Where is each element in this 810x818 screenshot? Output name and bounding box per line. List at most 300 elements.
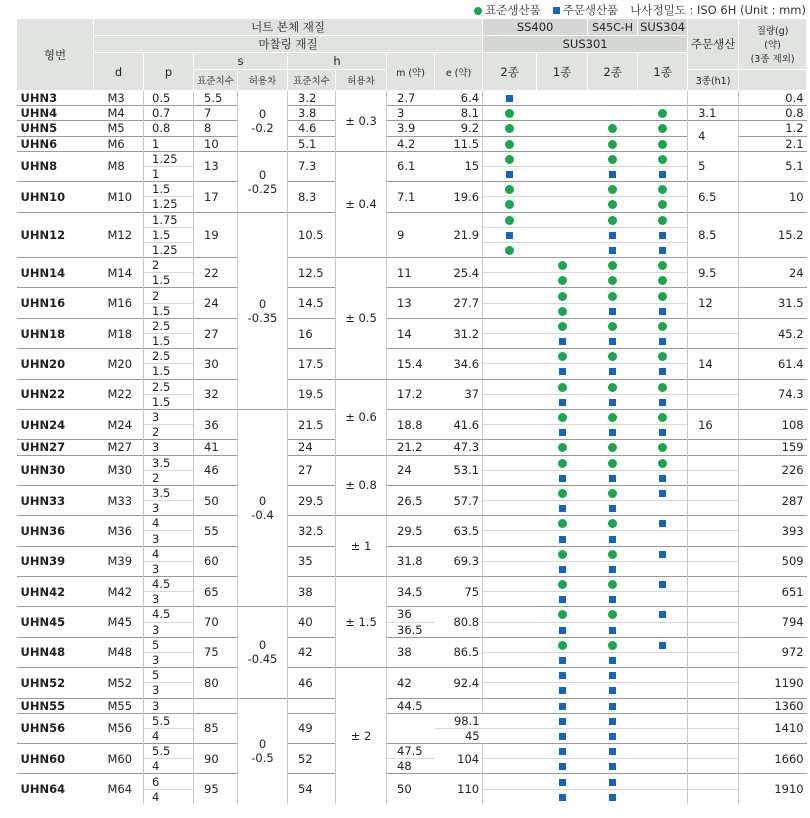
h-std-cell: 54 xyxy=(288,774,336,804)
table-row xyxy=(17,288,807,303)
s45c-class2-mark xyxy=(588,440,638,455)
thread-cell: M14 xyxy=(94,258,144,288)
s-std-cell: 7 xyxy=(194,106,238,121)
ss400-class2-mark xyxy=(483,182,537,197)
pitch-cell: 3 xyxy=(144,683,194,698)
pitch-cell: 0.7 xyxy=(144,106,194,121)
s-tol-cell xyxy=(238,212,288,409)
ss400-class1-mark xyxy=(537,212,588,227)
s-tol-cell xyxy=(238,607,288,698)
standard-product-dot-icon xyxy=(505,216,514,225)
s-std-cell: 32 xyxy=(194,379,238,409)
sus304-class1-mark xyxy=(638,607,688,622)
m-cell: 13 xyxy=(387,288,435,318)
standard-product-dot-icon xyxy=(558,276,567,285)
s-std-cell: 95 xyxy=(194,774,238,804)
sus304-class1-mark xyxy=(638,652,688,667)
table-row xyxy=(17,637,807,652)
s45c-class2-mark xyxy=(588,759,638,774)
class3-cell xyxy=(688,577,739,592)
mass-cell: 0.8 xyxy=(739,106,807,121)
col-ss400-class1: 1종 xyxy=(537,53,588,91)
standard-product-dot-icon xyxy=(658,155,667,164)
mass-cell: 45.2 xyxy=(739,318,807,348)
table-row xyxy=(17,713,807,728)
s-std-cell: 80 xyxy=(194,668,238,698)
ss400-class1-mark xyxy=(537,501,588,516)
order-product-square-icon xyxy=(609,763,616,770)
s45c-class2-mark xyxy=(588,242,638,257)
s45c-class2-mark xyxy=(588,501,638,516)
s-tol-line: -0.25 xyxy=(247,181,278,196)
s-std-cell xyxy=(194,698,238,713)
order-product-square-icon xyxy=(609,566,616,573)
h-std-cell: 12.5 xyxy=(288,258,336,288)
s45c-class2-mark xyxy=(588,334,638,349)
m-cell: 31.8 xyxy=(387,546,435,576)
ss400-class1-mark xyxy=(537,592,588,607)
ss400-class2-mark xyxy=(483,637,537,652)
pitch-cell: 3.5 xyxy=(144,485,194,500)
h-tol-cell: ± 0.6 xyxy=(336,379,387,455)
ss400-class1-mark xyxy=(537,364,588,379)
ss400-class2-mark xyxy=(483,592,537,607)
class3-cell xyxy=(688,546,739,561)
model-cell: UHN3 xyxy=(17,91,94,106)
class3-cell: 14 xyxy=(688,349,739,379)
s-std-cell: 65 xyxy=(194,577,238,607)
s-std-cell: 75 xyxy=(194,637,238,667)
standard-product-dot-icon xyxy=(608,261,617,270)
table-row xyxy=(17,668,807,683)
ss400-class1-mark xyxy=(537,273,588,288)
ss400-class2-mark xyxy=(483,166,537,181)
ss400-class2-mark xyxy=(483,379,537,394)
s-tol-line: 0 xyxy=(258,106,267,121)
pitch-cell: 4 xyxy=(144,759,194,774)
order-product-square-icon xyxy=(559,475,566,482)
ss400-class1-mark xyxy=(537,182,588,197)
h-std-cell: 7.3 xyxy=(288,151,336,181)
mass-cell: 287 xyxy=(739,485,807,515)
standard-product-dot-icon xyxy=(608,550,617,559)
ss400-class1-mark xyxy=(537,136,588,151)
sus304-class1-mark xyxy=(638,349,688,364)
ss400-class2-mark xyxy=(483,728,537,743)
ss400-class2-mark xyxy=(483,242,537,257)
table-row xyxy=(17,182,807,197)
h-tol-cell: ± 0.5 xyxy=(336,258,387,380)
standard-product-dot-icon xyxy=(658,185,667,194)
standard-product-dot-icon xyxy=(608,200,617,209)
order-product-square-icon xyxy=(659,551,666,558)
sus304-class1-mark xyxy=(638,577,688,592)
m-cell: 26.5 xyxy=(387,485,435,515)
order-product-square-icon xyxy=(609,794,616,801)
s-std-cell: 50 xyxy=(194,485,238,515)
mass-cell: 1910 xyxy=(739,774,807,804)
s-tol-cell xyxy=(238,409,288,606)
s45c-class2-mark xyxy=(588,516,638,531)
thread-cell: M12 xyxy=(94,212,144,258)
model-cell: UHN55 xyxy=(17,698,94,713)
pitch-cell: 1 xyxy=(144,136,194,151)
m-cell: 29.5 xyxy=(387,516,435,546)
ss400-class1-mark xyxy=(537,394,588,409)
standard-product-dot-icon xyxy=(608,292,617,301)
table-row xyxy=(17,258,807,273)
order-product-square-icon xyxy=(609,733,616,740)
e-cell: 80.8 xyxy=(435,607,483,637)
pitch-cell: 4 xyxy=(144,516,194,531)
ss400-class1-mark xyxy=(537,227,588,242)
sus304-class1-mark xyxy=(638,425,688,440)
class3-cell xyxy=(688,394,739,409)
s-std-cell: 19 xyxy=(194,212,238,258)
standard-product-dot-icon xyxy=(558,489,567,498)
mass-cell: 15.2 xyxy=(739,212,807,258)
s-tol-line: 0 xyxy=(258,296,267,311)
model-cell: UHN12 xyxy=(17,212,94,258)
col-s45c-class2: 2종 xyxy=(588,53,638,91)
ss400-class2-mark xyxy=(483,288,537,303)
s45c-class2-mark xyxy=(588,744,638,759)
standard-product-dot-icon xyxy=(505,200,514,209)
table-row xyxy=(17,485,807,500)
ss400-class1-mark xyxy=(537,759,588,774)
sus304-class1-mark xyxy=(638,728,688,743)
col-model: 형번 xyxy=(17,19,94,91)
ss400-class1-mark xyxy=(537,197,588,212)
s45c-class2-mark xyxy=(588,227,638,242)
ss400-class2-mark xyxy=(483,91,537,106)
h-std-cell: 8.3 xyxy=(288,182,336,212)
s45c-class2-mark xyxy=(588,318,638,333)
ss400-class1-mark xyxy=(537,546,588,561)
ss400-class1-mark xyxy=(537,607,588,622)
s45c-class2-mark xyxy=(588,425,638,440)
standard-product-dot-icon xyxy=(558,383,567,392)
ss400-class2-mark xyxy=(483,713,537,728)
s45c-class2-mark xyxy=(588,713,638,728)
class3-cell xyxy=(688,774,739,789)
ss400-class2-mark xyxy=(483,273,537,288)
order-product-square-icon xyxy=(559,733,566,740)
order-product-square-icon xyxy=(609,672,616,679)
s45c-class2-mark xyxy=(588,637,638,652)
sus304-class1-mark xyxy=(638,485,688,500)
order-product-square-icon xyxy=(559,566,566,573)
mass-sub1: (약) xyxy=(764,40,781,51)
table-row xyxy=(17,774,807,789)
ss400-class1-mark xyxy=(537,698,588,713)
e-cell: 34.6 xyxy=(435,349,483,379)
sus304-class1-mark xyxy=(638,136,688,151)
sus304-class1-mark xyxy=(638,334,688,349)
h-std-cell: 49 xyxy=(288,713,336,743)
h-std-cell: 16 xyxy=(288,318,336,348)
class3-cell xyxy=(688,728,739,743)
sus304-class1-mark xyxy=(638,440,688,455)
pitch-cell: 4 xyxy=(144,728,194,743)
order-product-square-icon xyxy=(559,338,566,345)
table-row xyxy=(17,546,807,561)
ss400-class2-mark xyxy=(483,394,537,409)
thread-cell: M42 xyxy=(94,577,144,607)
order-product-square-icon xyxy=(559,794,566,801)
standard-product-dot-icon xyxy=(505,155,514,164)
ss400-class1-mark xyxy=(537,455,588,470)
pitch-cell: 5 xyxy=(144,637,194,652)
ss400-class2-mark xyxy=(483,212,537,227)
ss400-class1-mark xyxy=(537,334,588,349)
thread-cell: M20 xyxy=(94,349,144,379)
standard-product-dot-icon xyxy=(658,352,667,361)
e-cell: 69.3 xyxy=(435,546,483,576)
pitch-cell: 3 xyxy=(144,622,194,637)
standard-product-dot-icon xyxy=(608,641,617,650)
s-std-cell: 30 xyxy=(194,349,238,379)
m-cell: 3.9 xyxy=(387,121,435,136)
order-product-square-icon xyxy=(659,581,666,588)
order-product-square-icon xyxy=(659,611,666,618)
s45c-class2-mark xyxy=(588,683,638,698)
h-std-cell: 24 xyxy=(288,440,336,455)
pitch-cell: 2.5 xyxy=(144,379,194,394)
sus304-class1-mark xyxy=(638,197,688,212)
pitch-cell: 2.5 xyxy=(144,349,194,364)
col-s-std: 표준치수 xyxy=(194,70,238,91)
h-std-cell: 27 xyxy=(288,455,336,485)
pitch-cell: 3 xyxy=(144,531,194,546)
e-cell: 15 xyxy=(435,151,483,181)
ss400-class2-mark xyxy=(483,318,537,333)
e-cell: 8.1 xyxy=(435,106,483,121)
col-h-std: 표준치수 xyxy=(288,70,336,91)
ss400-class2-mark xyxy=(483,106,537,121)
legend-precision: 나사정밀도 : ISO 6H (Unit : mm) xyxy=(630,3,806,17)
pitch-cell: 4.5 xyxy=(144,607,194,622)
pitch-cell: 1.25 xyxy=(144,242,194,257)
standard-product-dot-icon xyxy=(558,292,567,301)
col-ss400-class2: 2종 xyxy=(483,53,537,91)
pitch-cell: 3 xyxy=(144,592,194,607)
order-product-square-icon xyxy=(559,536,566,543)
m-cell: 17.2 xyxy=(387,379,435,409)
mass-cell: 226 xyxy=(739,455,807,485)
thread-cell: M24 xyxy=(94,409,144,439)
order-product-square-icon xyxy=(609,171,616,178)
legend xyxy=(0,2,806,18)
s45c-class2-mark xyxy=(588,288,638,303)
sus304-class1-mark xyxy=(638,303,688,318)
table-row xyxy=(17,106,807,121)
model-cell: UHN8 xyxy=(17,151,94,181)
ss400-class2-mark xyxy=(483,561,537,576)
pitch-cell: 1.5 xyxy=(144,303,194,318)
order-product-square-icon xyxy=(506,171,513,178)
class3-cell xyxy=(688,713,739,728)
ss400-class2-mark xyxy=(483,440,537,455)
pitch-cell: 4 xyxy=(144,546,194,561)
thread-cell: M8 xyxy=(94,151,144,181)
e-cell: 63.5 xyxy=(435,516,483,546)
ss400-class2-mark xyxy=(483,136,537,151)
order-product-square-icon xyxy=(659,520,666,527)
standard-product-dot-icon xyxy=(558,550,567,559)
model-cell: UHN14 xyxy=(17,258,94,288)
pitch-cell: 2.5 xyxy=(144,318,194,333)
sus304-class1-mark xyxy=(638,151,688,166)
h-std-cell: 3.2 xyxy=(288,91,336,106)
order-square-icon xyxy=(553,7,560,14)
ss400-class1-mark xyxy=(537,318,588,333)
s45c-class2-mark xyxy=(588,394,638,409)
thread-cell: M6 xyxy=(94,136,144,151)
mass-cell: 61.4 xyxy=(739,349,807,379)
ss400-class2-mark xyxy=(483,577,537,592)
standard-product-dot-icon xyxy=(558,261,567,270)
pitch-cell: 3 xyxy=(144,652,194,667)
m-cell: 9 xyxy=(387,212,435,258)
sus304-class1-mark xyxy=(638,91,688,106)
class3-cell xyxy=(688,91,739,106)
e-cell: 104 xyxy=(435,744,483,774)
s45c-class2-mark xyxy=(588,652,638,667)
standard-product-dot-icon xyxy=(658,109,667,118)
col-s-tol: 허용차 xyxy=(238,70,288,91)
order-product-square-icon xyxy=(659,308,666,315)
model-cell: UHN24 xyxy=(17,409,94,439)
standard-product-dot-icon xyxy=(658,276,667,285)
order-product-square-icon xyxy=(609,247,616,254)
class3-cell xyxy=(688,759,739,774)
mass-cell: 108 xyxy=(739,409,807,439)
s45c-class2-mark xyxy=(588,561,638,576)
model-cell: UHN4 xyxy=(17,106,94,121)
ss400-class2-mark xyxy=(483,607,537,622)
s-std-cell: 10 xyxy=(194,136,238,151)
class3-cell xyxy=(688,652,739,667)
s-tol-line: -0.2 xyxy=(251,120,274,135)
model-cell: UHN5 xyxy=(17,121,94,136)
standard-product-dot-icon xyxy=(558,580,567,589)
ss400-class2-mark xyxy=(483,759,537,774)
thread-cell: M16 xyxy=(94,288,144,318)
m-cell: 15.4 xyxy=(387,349,435,379)
class3-cell: 16 xyxy=(688,409,739,439)
standard-product-dot-icon xyxy=(608,124,617,133)
standard-product-dot-icon xyxy=(558,352,567,361)
sus304-class1-mark xyxy=(638,227,688,242)
table-row xyxy=(17,698,807,713)
mass-header xyxy=(739,19,807,70)
sus304-class1-mark xyxy=(638,318,688,333)
order-product-square-icon xyxy=(609,338,616,345)
h-std-cell: 17.5 xyxy=(288,349,336,379)
thread-cell: M5 xyxy=(94,121,144,136)
sus304-class1-mark xyxy=(638,212,688,227)
ss400-class1-mark xyxy=(537,774,588,789)
pitch-cell: 1.25 xyxy=(144,197,194,212)
s-tol-line: -0.5 xyxy=(251,751,274,766)
order-product-square-icon xyxy=(559,627,566,634)
ss400-class1-mark xyxy=(537,349,588,364)
ss400-class1-mark xyxy=(537,622,588,637)
e-cell: 27.7 xyxy=(435,288,483,318)
pitch-cell: 3 xyxy=(144,440,194,455)
sus304-class1-mark xyxy=(638,683,688,698)
order-product-square-icon xyxy=(506,232,513,239)
thread-cell: M48 xyxy=(94,637,144,667)
mass-cell: 1190 xyxy=(739,668,807,698)
m-cell: 24 xyxy=(387,455,435,485)
order-product-square-icon xyxy=(659,399,666,406)
mass-cell: 393 xyxy=(739,516,807,546)
pitch-cell: 1.5 xyxy=(144,227,194,242)
class3-cell xyxy=(688,607,739,622)
class3-cell xyxy=(688,668,739,683)
s-tol-cell xyxy=(238,151,288,212)
mass-cell: 24 xyxy=(739,258,807,288)
sus304-class1-mark xyxy=(638,789,688,804)
ss400-class2-mark xyxy=(483,668,537,683)
sus304-class1-mark xyxy=(638,531,688,546)
ss400-class1-mark xyxy=(537,485,588,500)
ss400-class1-mark xyxy=(537,288,588,303)
class3-cell: 3.1 xyxy=(688,106,739,121)
sus304-class1-mark xyxy=(638,394,688,409)
standard-product-dot-icon xyxy=(558,641,567,650)
standard-product-dot-icon xyxy=(505,140,514,149)
s45c-class2-mark xyxy=(588,546,638,561)
ss400-class2-mark xyxy=(483,303,537,318)
ss400-class1-mark xyxy=(537,713,588,728)
standard-product-dot-icon xyxy=(505,124,514,133)
model-cell: UHN60 xyxy=(17,744,94,774)
ss400-class2-mark xyxy=(483,652,537,667)
model-cell: UHN33 xyxy=(17,485,94,515)
col-p: p xyxy=(144,53,194,91)
mass-cell: 10 xyxy=(739,182,807,212)
order-product-square-icon xyxy=(609,475,616,482)
ss400-class1-mark xyxy=(537,652,588,667)
s45c-class2-mark xyxy=(588,455,638,470)
sus301-header: SUS301 xyxy=(483,36,688,53)
ss400-class1-mark xyxy=(537,440,588,455)
e-cell: 31.2 xyxy=(435,318,483,348)
s-std-cell: 22 xyxy=(194,258,238,288)
model-cell: UHN56 xyxy=(17,713,94,743)
sus304-header: SUS304 xyxy=(638,19,688,36)
ss400-class1-mark xyxy=(537,121,588,136)
s45c-class2-mark xyxy=(588,151,638,166)
order-product-square-icon xyxy=(659,642,666,649)
s45c-class2-mark xyxy=(588,212,638,227)
table-row xyxy=(17,91,807,106)
h-tol-cell: ± 1 xyxy=(336,516,387,577)
class3-cell xyxy=(688,334,739,349)
s-std-cell: 5.5 xyxy=(194,91,238,106)
class3-cell xyxy=(688,789,739,804)
mass-cell: 1410 xyxy=(739,713,807,743)
ss400-class2-mark xyxy=(483,121,537,136)
order-product-square-icon xyxy=(609,232,616,239)
thread-cell: M22 xyxy=(94,379,144,409)
standard-product-dot-icon xyxy=(505,185,514,194)
mass-cell: 1360 xyxy=(739,698,807,713)
ss400-class1-mark xyxy=(537,91,588,106)
